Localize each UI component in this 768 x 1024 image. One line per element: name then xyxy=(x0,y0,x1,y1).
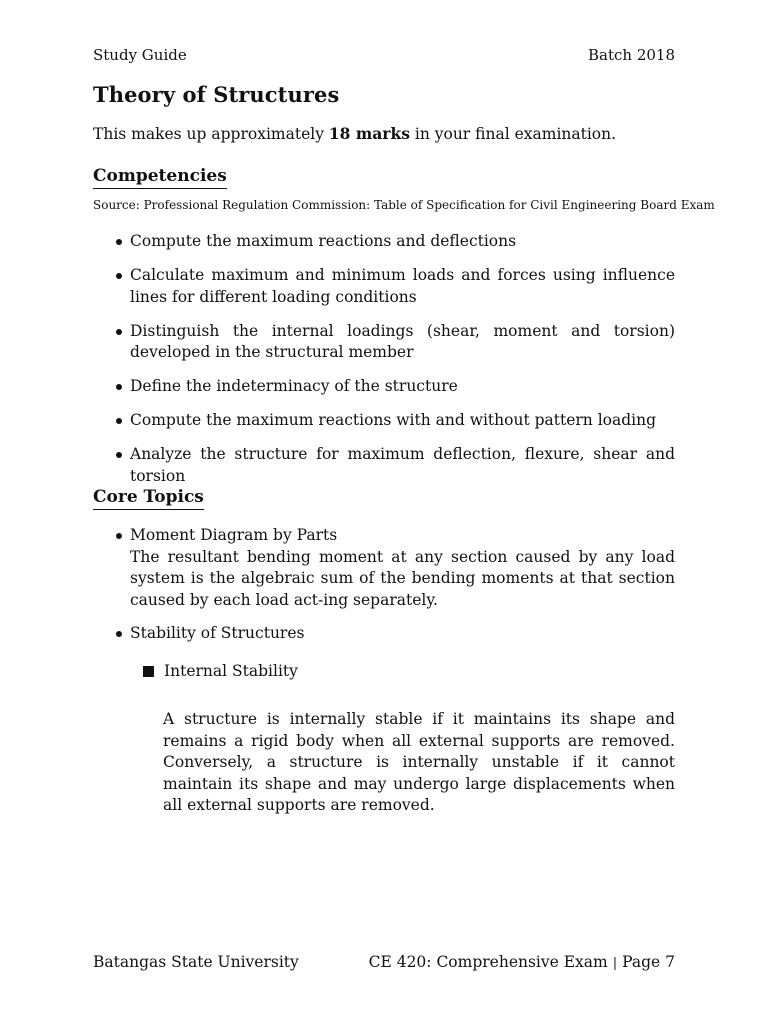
intro-bold: 18 marks xyxy=(328,124,410,143)
bullet-icon xyxy=(116,533,122,539)
subitem-label: Internal Stability xyxy=(164,662,298,680)
topic-label: Moment Diagram by Parts xyxy=(130,526,338,544)
list-item xyxy=(93,321,675,364)
footer-separator: | xyxy=(612,956,618,971)
footer-course: CE 420: Comprehensive Exam xyxy=(368,953,608,971)
core-topics-heading: Core Topics xyxy=(93,487,204,510)
intro-text xyxy=(93,124,616,143)
bullet-icon xyxy=(116,384,122,390)
footer-right xyxy=(369,953,675,971)
topic-label: Stability of Structures xyxy=(130,624,305,642)
header-right: Batch 2018 xyxy=(588,46,675,64)
competency-text: Distinguish the internal loadings (shear, moment and torsion) developed in the structural member xyxy=(130,321,675,361)
topic-description: The resultant bending moment at any section caused by any load system is the algebraic sum of the bending moments at that section caused by each load act-ing separately. xyxy=(130,547,675,609)
bullet-icon xyxy=(116,329,122,335)
intro-before: This makes up approximately xyxy=(93,125,329,143)
page-header xyxy=(93,46,675,64)
source-note: Source: Professional Regulation Commission: Table of Specification for Civil Engineering Board Exam xyxy=(93,198,715,212)
subitem-internal-stability xyxy=(143,662,298,680)
competency-list xyxy=(93,231,675,500)
stability-paragraph: A structure is internally stable if it maintains its shape and remains a rigid body when all external supports are removed. Conversely, a structure is internally unstable if it cannot maintain its shape and may undergo large displacements when all external supports are removed. xyxy=(163,710,675,814)
list-item xyxy=(93,231,675,253)
competency-text: Compute the maximum reactions with and without pattern loading xyxy=(130,411,657,429)
page-title: Theory of Structures xyxy=(93,82,340,107)
list-item xyxy=(93,410,675,432)
competency-text: Analyze the structure for maximum deflection, flexure, shear and torsion xyxy=(130,445,675,485)
footer-left: Batangas State University xyxy=(93,953,299,971)
header-left: Study Guide xyxy=(93,46,187,64)
competency-text: Define the indeterminacy of the structure xyxy=(130,377,458,395)
competency-text: Compute the maximum reactions and deflections xyxy=(130,232,517,250)
bullet-icon xyxy=(116,631,122,637)
core-topics-list xyxy=(93,525,675,657)
page-number: Page 7 xyxy=(622,953,675,971)
list-item xyxy=(93,265,675,308)
page xyxy=(93,0,715,1024)
bullet-icon xyxy=(116,452,122,458)
competency-text: Calculate maximum and minimum loads and forces using influence lines for different loading conditions xyxy=(130,266,675,306)
square-bullet-icon xyxy=(143,666,154,677)
bullet-icon xyxy=(116,273,122,279)
list-item xyxy=(93,376,675,398)
competencies-heading: Competencies xyxy=(93,166,227,189)
list-item xyxy=(93,623,675,645)
list-item xyxy=(93,525,675,611)
intro-after: in your final examination. xyxy=(409,125,617,143)
bullet-icon xyxy=(116,239,122,245)
bullet-icon xyxy=(116,418,122,424)
list-item xyxy=(93,444,675,487)
page-footer xyxy=(93,953,675,971)
